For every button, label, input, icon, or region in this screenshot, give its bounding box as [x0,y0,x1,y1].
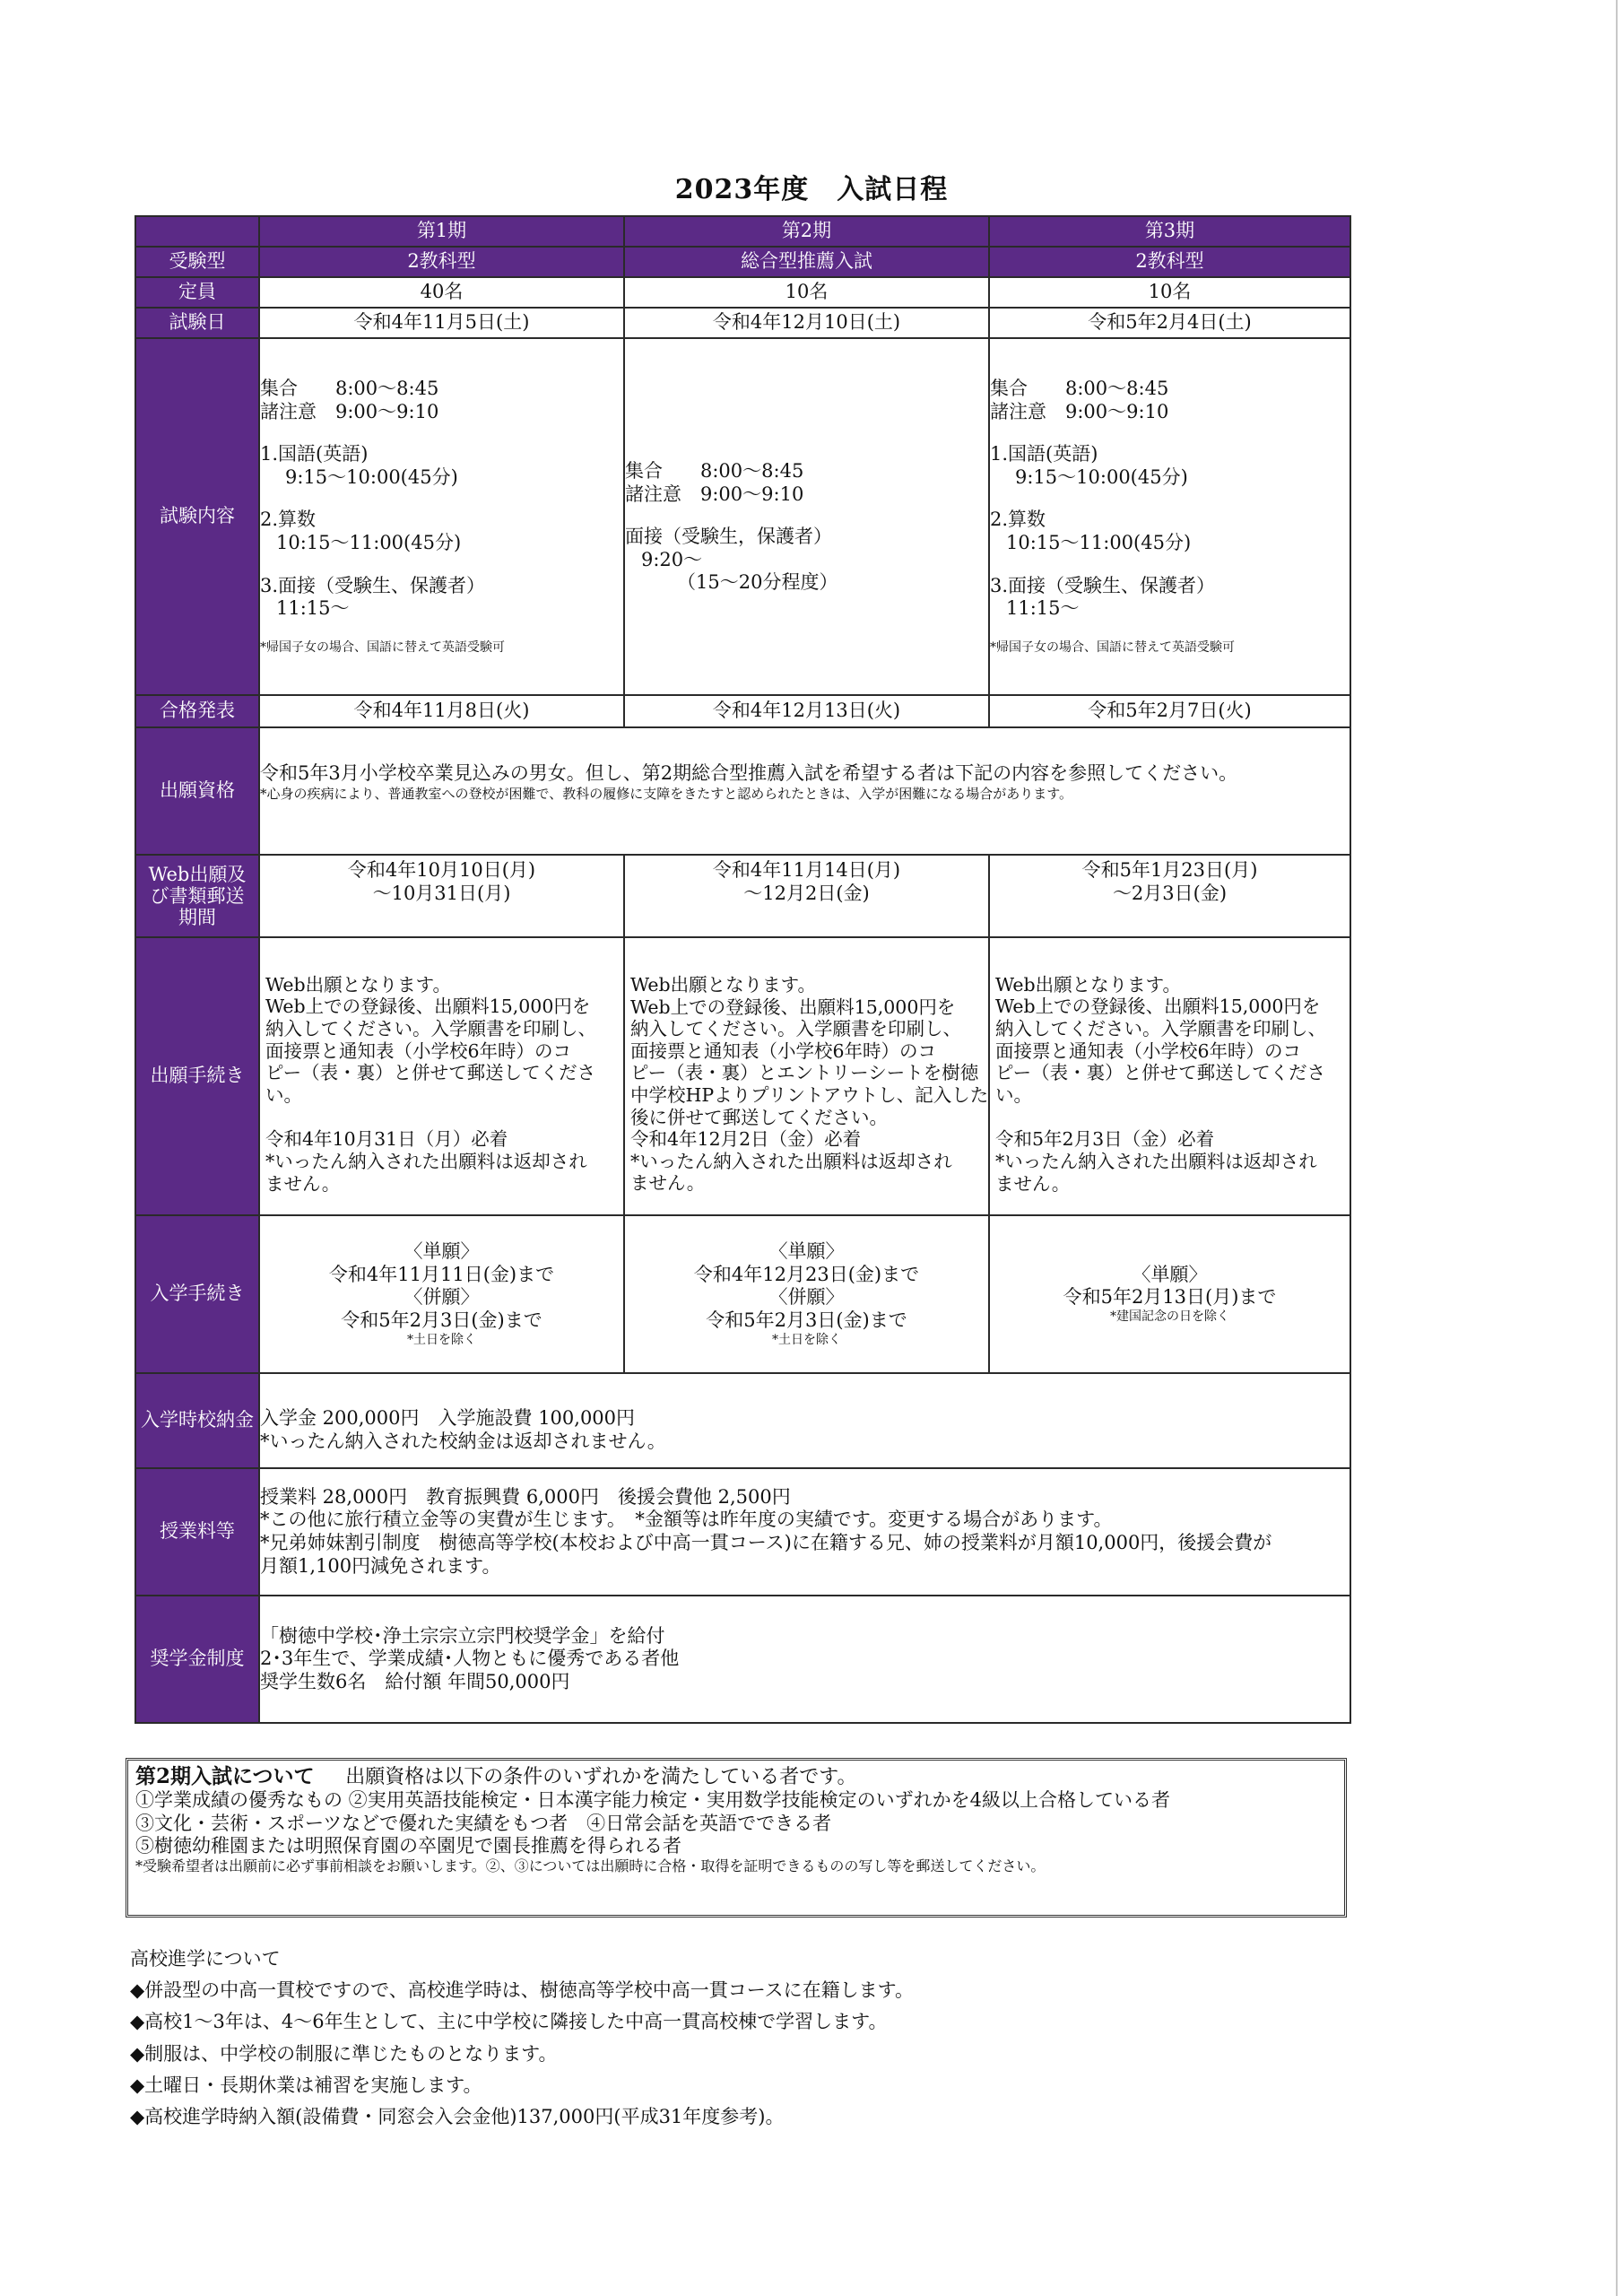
subject-1: 1.国語(英語) [260,443,369,465]
notes-time: 諸注意 9:00～9:10 [990,400,1169,422]
capacity-row [135,277,1350,308]
notes-time: 諸注意 9:00～9:10 [625,483,804,505]
row-label: 出願手続き [135,937,259,1215]
exam-type-row [135,247,1350,277]
second-period-item-3: ⑤樹徳幼稚園または明照保育園の卒園児で園長推薦を得られる者 [135,1834,681,1857]
period-3-header: 第3期 [989,216,1350,247]
subject-1-time: 9:15～10:00(45分) [285,465,458,488]
second-period-item-2: ③文化・芸術・スポーツなどで優れた実績をもつ者 ④日常会話を英語でできる者 [135,1812,832,1834]
subject-3-time: 11:15～ [1006,597,1080,620]
row-label: 合格発表 [135,695,259,727]
exam-content-2 [624,338,989,695]
eligibility-text: 令和5年3月小学校卒業見込みの男女。但し、第2期総合型推薦入試を希望する者は下記の内容を参照してください。 [260,762,1238,785]
exam-date-row [135,308,1350,338]
tuition-row [135,1468,1350,1596]
high-school-item: ◆制服は、中学校の制服に準じたものとなります。 [130,2042,558,2065]
gather-time: 集合 8:00～8:45 [625,459,804,482]
high-school-item: ◆高校進学時納入額(設備費・同窓会入会金他)137,000円(平成31年度参考)。 [130,2105,785,2127]
row-label: 試験日 [135,308,259,338]
web-period-1: 令和4年10月10日(月) ～10月31日(月) [259,855,624,937]
interview-duration: （15～20分程度） [677,571,838,594]
exam-content-row [135,338,1350,695]
header-row [135,216,1350,247]
row-label: 奨学金制度 [135,1596,259,1723]
subject-3: 3.面接（受験生、保護者） [260,574,486,596]
second-period-note: *受験希望者は出願前に必ず事前相談をお願いします。②、③については出願時に合格・取得を証明できるものの写し等を郵送してください。 [135,1857,1046,1874]
exam-date-2: 令和4年12月10日(土) [624,308,989,338]
high-school-item: ◆土曜日・長期休業は補習を実施します。 [130,2074,482,2096]
period-2-header: 第2期 [624,216,989,247]
exam-type-3: 2教科型 [989,247,1350,277]
scholarship-cell: 「樹徳中学校･浄土宗宗立宗門校奨学金」を給付 2･3年生で、学業成績･人物ともに優秀である者他 奨学生数6名 給付額 年間50,000円 [259,1596,1350,1723]
capacity-2: 10名 [624,277,989,308]
row-label: 授業料等 [135,1468,259,1596]
procedure-1: Web出願となります。 Web上での登録後、出願料15,000円を 納入してください。入学願書を印刷し、 面接票と通知表（小学校6年時）のコ ピー（表・裏）と併せて郵送してくださ い。 令和4年10月31日（月）必着 *いったん納入された出願料は返却され ません。 [259,937,624,1215]
subject-1: 1.国語(英語) [990,443,1098,465]
returnee-note: *帰国子女の場合、国語に替えて英語受験可 [990,639,1235,655]
second-period-item-1: ①学業成績の優秀なもの ②実用英語技能検定・日本漢字能力検定・実用数学技能検定のいずれかを4級以上合格している者 [135,1789,1171,1812]
web-period-2: 令和4年11月14日(月) ～12月2日(金) [624,855,989,937]
period-1-header: 第1期 [259,216,624,247]
second-period-subheading: 出願資格は以下の条件のいずれかを満たしている者です。 [345,1766,857,1788]
row-label: 試験内容 [135,338,259,695]
eligibility-cell [259,727,1350,855]
high-school-heading: 高校進学について [130,1948,281,1970]
capacity-1: 40名 [259,277,624,308]
row-label: 出願資格 [135,727,259,855]
result-3: 令和5年2月7日(火) [989,695,1350,727]
subject-1-time: 9:15～10:00(45分) [1015,465,1188,488]
exam-content-1 [259,338,624,695]
subject-2-time: 10:15～11:00(45分) [276,532,462,554]
row-label: 入学時校納金 [135,1373,259,1468]
exam-date-1: 令和4年11月5日(土) [259,308,624,338]
scholarship-row [135,1596,1350,1723]
result-1: 令和4年11月8日(火) [259,695,624,727]
enrollment-row [135,1215,1350,1373]
exam-type-1: 2教科型 [259,247,624,277]
subject-3: 3.面接（受験生、保護者） [990,574,1216,596]
second-period-heading: 第2期入試について [135,1764,315,1788]
eligibility-row [135,727,1350,855]
eligibility-note: *心身の疾病により、普通教室への登校が困難で、教科の履修に支障をきたすと認められたときは、入学が困難になる場合があります。 [260,785,1073,802]
high-school-item: ◆高校1～3年は、4～6年生として、主に中学校に隣接した中高一貫高校棟で学習します。 [130,2011,888,2033]
payment-row [135,1373,1350,1468]
subject-3-time: 11:15～ [276,597,350,620]
interview: 面接（受験生，保護者） [625,526,832,548]
row-label: 定員 [135,277,259,308]
payment-cell: 入学金 200,000円 入学施設費 100,000円 *いったん納入された校納金は返却されません。 [259,1373,1350,1468]
row-label: 受験型 [135,247,259,277]
second-period-box [126,1758,1347,1918]
interview-time: 9:20～ [641,548,703,570]
procedure-3: Web出願となります。 Web上での登録後、出願料15,000円を 納入してください。入学願書を印刷し、 面接票と通知表（小学校6年時）のコ ピー（表・裏）と併せて郵送してくださ い。 令和5年2月3日（金）必着 *いったん納入された出願料は返却され ません。 [989,937,1350,1215]
row-label: Web出願及 び書類郵送 期間 [135,855,259,937]
subject-2: 2.算数 [990,509,1046,531]
web-period-row [135,855,1350,937]
tuition-cell: 授業料 28,000円 教育振興費 6,000円 後援会費他 2,500円 *この他に旅行積立金等の実費が生じます。 *金額等は昨年度の実績です。変更する場合があります。 *兄弟姉妹割引制度 樹徳高等学校(本校および中高一貫コース)に在籍する兄、姉の授業料が月額10,000円，後援会費が 月額1,100円減免されます。 [259,1468,1350,1596]
exam-date-3: 令和5年2月4日(土) [989,308,1350,338]
exam-content-3 [989,338,1350,695]
returnee-note: *帰国子女の場合、国語に替えて英語受験可 [260,639,505,655]
exam-type-2: 総合型推薦入試 [624,247,989,277]
result-2: 令和4年12月13日(火) [624,695,989,727]
high-school-item: ◆併設型の中高一貫校ですので、高校進学時は、樹徳高等学校中高一貫コースに在籍します。 [130,1979,914,2002]
enrollment-3: 〈単願〉 令和5年2月13日(月)まで *建国記念の日を除く [989,1215,1350,1373]
enrollment-1: 〈単願〉 令和4年11月11日(金)まで 〈併願〉 令和5年2月3日(金)まで *土日を除く [259,1215,624,1373]
enrollment-2: 〈単願〉 令和4年12月23日(金)まで 〈併願〉 令和5年2月3日(金)まで *土日を除く [624,1215,989,1373]
subject-2: 2.算数 [260,509,317,531]
subject-2-time: 10:15～11:00(45分) [1006,532,1192,554]
procedure-2: Web出願となります。 Web上での登録後、出願料15,000円を 納入してください。入学願書を印刷し、 面接票と通知表（小学校6年時）のコ ピー（表・裏）とエントリーシートを樹徳 中学校HPよりプリントアウトし、記入した 後に併せて郵送してください。 令和4年12月2日（金）必着 *いったん納入された出願料は返却され ません。 [624,937,989,1215]
schedule-table [135,215,1351,1724]
web-period-3: 令和5年1月23日(月) ～2月3日(金) [989,855,1350,937]
gather-time: 集合 8:00～8:45 [260,378,439,400]
scan-edge-line [1616,0,1618,2296]
procedure-row [135,937,1350,1215]
corner-cell [135,216,259,247]
high-school-section [130,1948,1385,2137]
capacity-3: 10名 [989,277,1350,308]
notes-time: 諸注意 9:00～9:10 [260,400,439,422]
row-label: 入学手続き [135,1215,259,1373]
result-row [135,695,1350,727]
gather-time: 集合 8:00～8:45 [990,378,1169,400]
page-title: 2023年度 入試日程 [674,174,949,205]
